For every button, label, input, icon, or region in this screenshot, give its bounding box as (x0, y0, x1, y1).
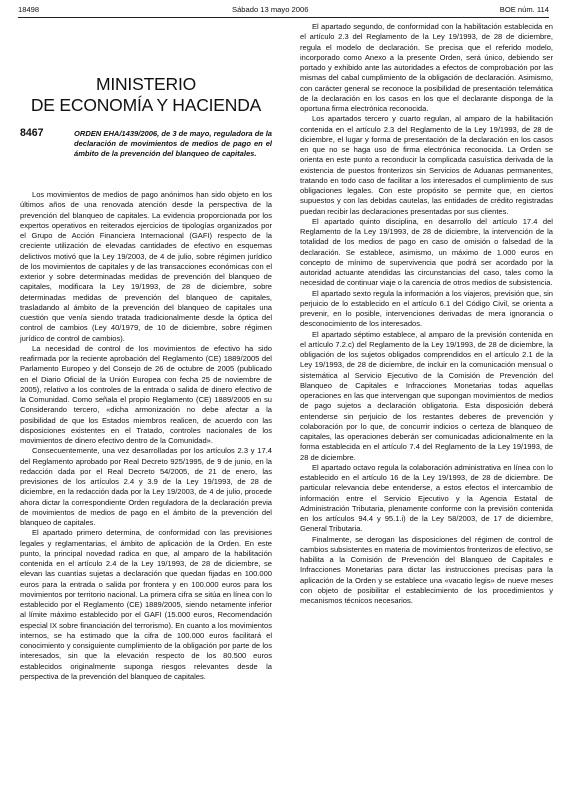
paragraph: Los apartados tercero y cuarto regulan, al amparo de la habilitación contenida en el artículo 2.3 del Reglamento de la Ley 19/1993, de 28 de diciembre, el lugar y forma de presentación de la declaración en los casos en que no se haga uso de firma electrónica reconocida. La Orden se orienta en este punto a reconducir la complicada casuística derivada de la existencia de puestos fronterizos sin Servicios de Aduanas permanentes, tratando en todo caso de facilitar a los interesados el cumplimiento de sus obligaciones legales. Con este propósito se permite que, en ciertos supuestos y con las debidas cautelas, las entidades de crédito registradas puedan recibir las declaraciones presentadas por sus clientes. (300, 114, 553, 216)
order-block (20, 128, 272, 184)
ministry-heading (20, 74, 272, 116)
left-column (20, 22, 272, 682)
page-number: 18498 (18, 5, 40, 14)
paragraph: El apartado séptimo establece, al amparo de la previsión contenida en el artículo 7.2.c) del Reglamento de la Ley 19/1993, de 28 de diciembre, la obligación de los sujetos obligados comprendidos en el artículo 2.1 de la Ley 19/1993, de 28 de diciembre, de incluir en la comunicación mensual o sistemática al Servicio Ejecutivo de la Comisión de Prevención del Blanqueo de Capitales e Infracciones Monetarias todas aquellas operaciones en las que intervengan que supongan movimientos de medios de pago sujetos a declaración obligatoria. Esta disposición deberá entenderse sin perjuicio de los restantes deberes de prevención y colaboración por lo que, de concurrir indicios o certeza de blanqueo de capitales, las operaciones deberán ser comunicadas adicionalmente en la forma establecida en el artículo 7.4 del Reglamento de la Ley 19/1993, de 28 de diciembre. (300, 329, 553, 462)
order-number: 8467 (20, 127, 44, 139)
paragraph: El apartado sexto regula la información a los viajeros, previsión que, sin perjuicio de lo establecido en el artículo 6.1 del Código Civil, se orienta a prevenir, en lo posible, intervenciones derivadas de mera ignorancia o desconocimiento de los interesados. (300, 288, 553, 329)
header-rule (18, 17, 549, 18)
issue-number: BOE núm. 114 (499, 5, 549, 14)
paragraph: El apartado segundo, de conformidad con la habilitación establecida en el artículo 2.3 del Reglamento de la Ley 19/1993, de 28 de diciembre, regula el modelo de declaración. Se precisa que el referido modelo, incorporado como Anexo a la presente Orden, será único, debiendo ser portado y exhibido ante las autoridades a efectos de comprobación por las mismas del cabal cumplimiento de la obligación de declaración. Asimismo, con carácter general se reconoce la posibilidad de presentación telemática de la declaración en los casos en los que el declarante disponga de la oportuna firma electrónica reconocida. (300, 22, 553, 113)
issue-date: Sábado 13 mayo 2006 (232, 5, 309, 14)
ministry-line-2: DE ECONOMÍA Y HACIENDA (30, 95, 262, 115)
ministry-line-1: MINISTERIO (95, 74, 197, 94)
paragraph: La necesidad de control de los movimientos de efectivo ha sido reafirmada por la reciente aprobación del Reglamento (CE) 1889/2005 del Parlamento Europeo y del Consejo de 26 de octubre de 2005 (publicado en el Diario Oficial de la Unión Europea con fecha 25 de noviembre de 2005), relativo a los controles de la entrada o salida de dinero efectivo de la Comunidad. Como señala el propio Reglamento (CE) 1889/2005 en su Considerando tercero, «dicha armonización no debe afectar a la posibilidad de que los Estados miembros realicen, de acuerdo con las disposiciones existentes en el Tratado, controles nacionales de los movimientos de dinero efectivo dentro de la Comunidad». (20, 343, 272, 445)
right-column (300, 22, 553, 606)
paragraph: Finalmente, se derogan las disposiciones del régimen de control de cambios subsistentes en materia de movimientos fronterizos de efectivo, se habilita a la Comisión de Prevención del Blanqueo de Capitales e Infracciones Monetarias para dictar las instrucciones precisas para la aplicación de la Orden y se establece una «vacatio legis» de nueve meses con objeto de posibilitar el establecimiento de los procedimientos y mecanismos técnicos necesarios. (300, 534, 553, 605)
paragraph: El apartado quinto disciplina, en desarrollo del artículo 17.4 del Reglamento de la Ley 19/1993, de 28 de diciembre, la intervención de la totalidad de los medios de pago en caso de omisión o falsedad de la declaración. Se establece, asimismo, un máximo de 1.000 euros en concepto de mínimo de supervivencia que podrá ser acordado por la autoridad actuante atendidas las circunstancias del caso, tales como la necesidad de continuar viaje o la carencia de otros medios de subsistencia. (300, 216, 553, 288)
left-body (20, 190, 272, 682)
paragraph: El apartado primero determina, de conformidad con las previsiones legales y reglamentarias, el ámbito de aplicación de la Orden. En este punto, la principal novedad radica en que, al amparo de la habilitación contenida en el artículo 2.4 de la Ley 19/1993, de 28 de diciembre, se elevan las cuantías sujetas a declaración que quedan fijadas en 100.000 euros para la entrada o salida por frontera y en 100.000 euros para los movimientos por territorio nacional. La primera cifra se sitúa en línea con lo establecido por el Reglamento (CE) 1889/2005, siendo netamente inferior al límite máximo establecido por el GAFI (15.000 euros, Recomendación especial IX sobre financiación del terrorismo). En cuanto a los movimientos internos, se ha estimado que la cifra de 100.000 euros facilitará el conocimiento y consiguiente cumplimiento de la obligación por parte de los interesados, sin que la elevación respecto de los 80.500 euros establecidos originalmente suponga riesgos relevantes desde la perspectiva de la prevención del blanqueo de capitales. (20, 528, 272, 681)
paragraph: Los movimientos de medios de pago anónimos han sido objeto en los últimos años de una renovada atención desde la perspectiva de la prevención del blanqueo de capitales. La evidencia proporcionada por los expertos operativos en reiterados ejercicios de tipologías organizados por el Grupo de Acción Financiera Internacional (GAFI) respecto de la creciente utilización de elevadas cantidades de efectivo en esquemas delictivos motivó que la Ley 19/2003, de 4 de julio, sobre régimen jurídico de los movimientos de capitales y de las transacciones económicas con el exterior y sobre determinadas medidas de prevención del blanqueo de capitales, modificara la Ley 19/1993, de 28 de diciembre, sobre determinadas medidas de prevención del blanqueo de capitales, trasladando al ámbito de la prevención del blanqueo de capitales una cuestión que venía siendo tratada tradicionalmente desde la óptica del control de cambios (Ley 40/1979, de 10 de diciembre, sobre régimen jurídico de control de cambios). (20, 190, 272, 343)
order-title: ORDEN EHA/1439/2006, de 3 de mayo, reguladora de la declaración de movimientos de medios de pago en el ámbito de la prevención del blanqueo de capitales. (74, 129, 272, 159)
paragraph: El apartado octavo regula la colaboración administrativa en línea con lo establecido en el artículo 16 de la Ley 19/1993, de 28 de diciembre. De particular relevancia debe entenderse, a estos efectos el intercambio de información entre el Servicio Ejecutivo y la Agencia Estatal de Administración Tributaria, plenamente conforme con la previsión contenida en los artículos 94.4 y 95.1.i) de la Ley 58/2003, de 17 de diciembre, General Tributaria. (300, 462, 553, 534)
paragraph: Consecuentemente, una vez desarrolladas por los artículos 2.3 y 17.4 del Reglamento aprobado por Real Decreto 925/1995, de 9 de junio, en la redacción dada por el Real Decreto 54/2005, de 21 de enero, las previsiones de los artículos 2.4 y 3.9 de la Ley 19/1993, de 28 de diciembre, en la redacción dada por la Ley 19/2003, de 4 de julio, procede ahora dictar la correspondiente Orden reguladora de la declaración previa de movimientos de medios de pago en el ámbito de la prevención del blanqueo de capitales. (20, 446, 272, 527)
